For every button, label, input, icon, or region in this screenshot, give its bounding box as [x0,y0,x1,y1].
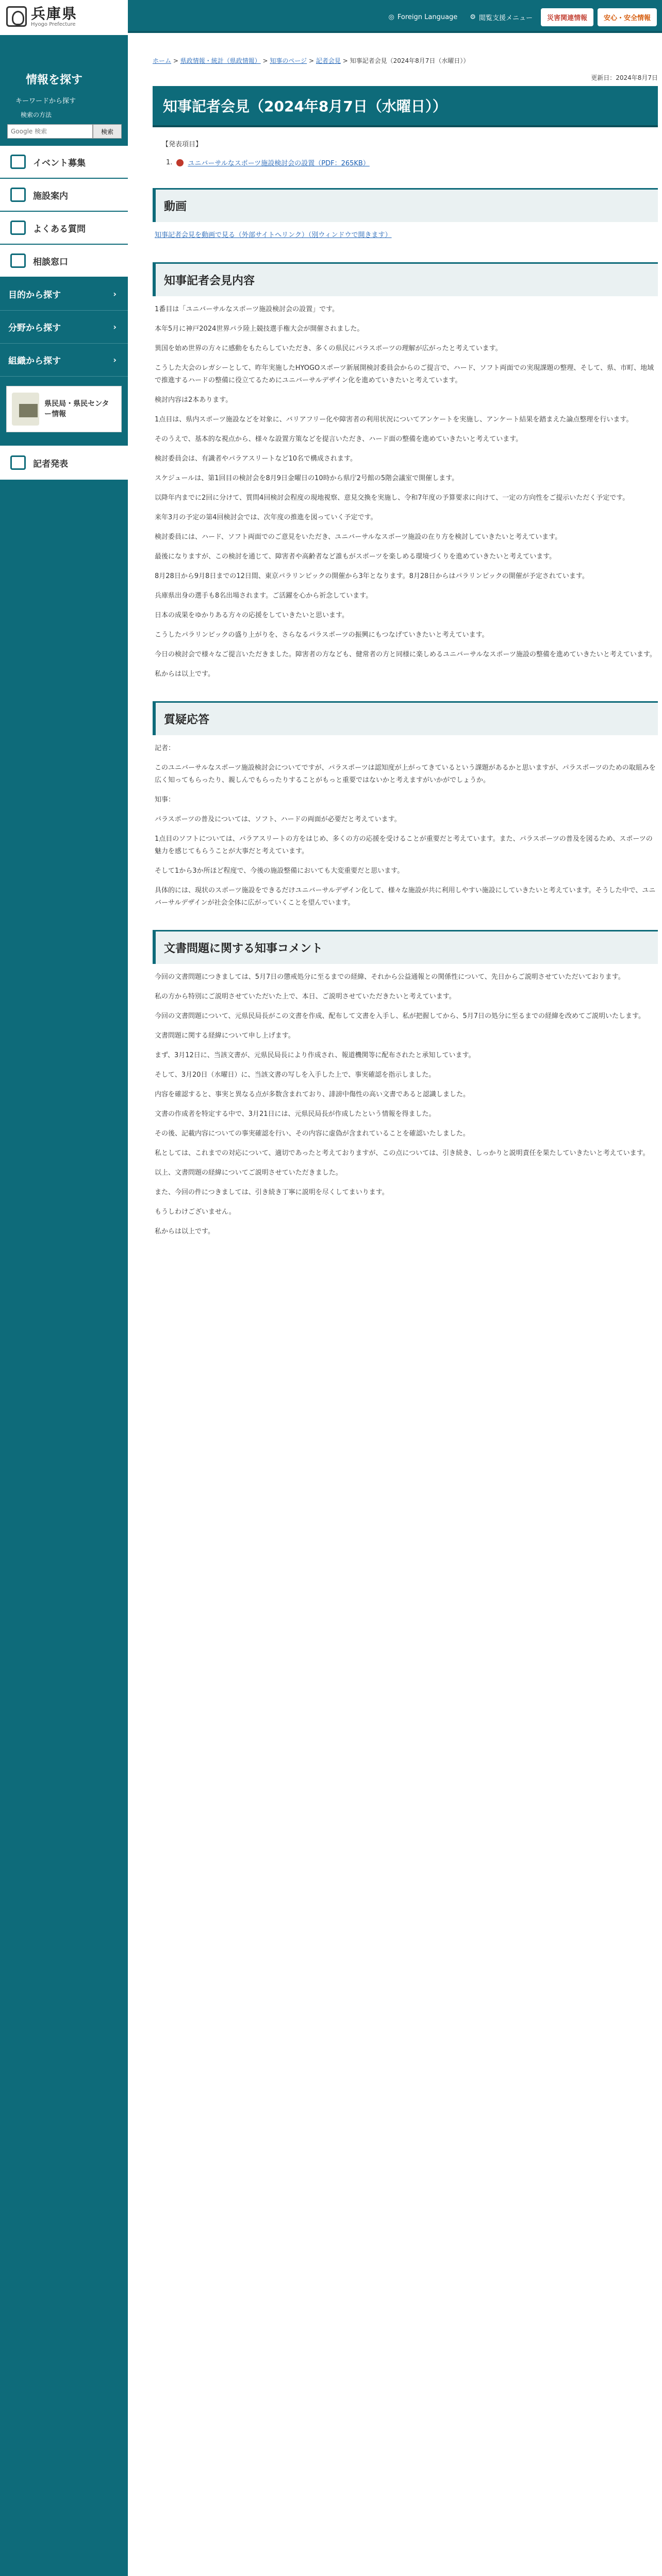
chevron-right-icon: › [113,355,117,365]
qa-heading: 質疑応答 [153,701,658,735]
paragraph: 1点目は、県内スポーツ施設などを対象に、バリアフリー化や障害者の利用状況についてアンケートを実施し、アンケート結果を踏まえた論点整理を行います。 [155,416,633,423]
video-heading: 動画 [153,188,658,222]
video-link[interactable]: 知事記者会見を動画で見る（外部サイトへリンク）（別ウィンドウで開きます） [155,231,392,239]
paragraph: 以降年内までに2回に分けて、質問4回検討会程度の現地視察、意見交換を実施し、令和7年度の予算要求に向けて、一定の方向性をご提示いただく予定です。 [155,494,630,502]
breadcrumb-home[interactable]: ホーム [153,57,172,64]
view-support-menu[interactable] [466,9,537,25]
pdf-icon [176,159,184,166]
sidebar [0,35,128,2576]
map-icon [12,393,39,426]
site-logo[interactable] [0,0,128,33]
sidebar-item-label: イベント募集 [33,158,86,168]
search-form [7,124,122,139]
announce-heading: 【発表項目】 [162,141,203,148]
paragraph: 日本の成果をゆかりある方々の応援をしていきたいと思います。 [155,612,349,619]
paragraph: 今日の検討会で様々なご提言いただきました。障害者の方なども、健常者の方と同様に楽しめるユニバーサルなスポーツ施設の整備を進めていきたいと考えています。 [155,651,656,658]
paragraph: 検討委員会は、有識者やパラアスリートなど10名で構成されます。 [155,455,357,463]
paragraph: まず、3月12日に、当該文書が、元県民局長により作成され、報道機関等に配布されたと承知しています。 [155,1052,475,1059]
sidebar-item-consultation[interactable] [0,245,128,278]
sidebar-item-events[interactable] [0,146,128,179]
sidebar-item-faq[interactable] [0,212,128,245]
sidebar-item-label: 施設案内 [33,191,68,201]
chevron-right-icon: › [113,322,117,332]
paragraph: また、今回の件につきましては、引き続き丁寧に説明を尽くしてまいります。 [155,1189,389,1196]
disaster-info-button[interactable]: 災害関連情報 [541,8,593,26]
paragraph: 私からは以上です。 [155,670,214,678]
paragraph: 1番目は「ユニバーサルなスポーツ施設検討会の設置」です。 [155,306,339,313]
foreign-language-link[interactable] [385,10,462,24]
globe-icon: ◎ [388,13,394,21]
paragraph: 8月28日から9月8日までの12日間、東京パラリンピックの開催から3年となります。8月28日からはパラリンピックの開催が予定されています。 [155,572,589,580]
breadcrumb: ホーム > 県政情報・統計（県政情報） > 知事のページ > 記者会見 > 知事記者会見（2024年8月7日（水曜日）） [153,57,470,64]
paragraph: 私の方から特別にご説明させていただいた上で、本日、ご説明させていただきたいと考えています。 [155,993,456,1001]
paragraph: 最後になりますが、この検討を通じて、障害者や高齢者など誰もがスポーツを楽しめる環境づくりを進めていきたいと考えています。 [155,553,556,561]
category-field[interactable] [0,311,128,344]
paragraph: 文書問題に関する経緯について申し上げます。 [155,1032,295,1040]
issue-heading: 文書問題に関する知事コメント [153,930,658,964]
paragraph: このユニバーサルなスポーツ施設検討会についてですが、パラスポーツは認知度が上がってきているという課題があるかと思いますが、パラスポーツのための取組みを広く知ってもらったり、親しんでもらったりすることがもっと重要ではないかと考えますがいかがでしょうか。 [155,764,656,784]
gear-icon: ⚙ [470,13,476,21]
megaphone-icon [10,455,26,470]
category-label: 組織から探す [8,356,61,366]
paragraph: 検討内容は2本あります。 [155,396,233,404]
content-heading: 知事記者会見内容 [153,262,658,296]
search-input[interactable] [7,124,93,139]
sidebar-title: 情報を探す [26,74,83,87]
search-help-link[interactable]: 検索の方法 [21,111,52,118]
hyogo-emblem-icon [6,6,27,27]
sidebar-item-label: 相談窓口 [33,257,68,267]
breadcrumb-governance[interactable]: 県政情報・統計（県政情報） [180,57,261,64]
paragraph: もうしわけございません。 [155,1208,236,1216]
paragraph: こうした大会のレガシーとして、昨年実施したHYOGOスポーツ新展開検討委員会からのご提言で、ハード、ソフト両面での実現課題の整理、そして、県、市町、地域で推進するハードの整備に役立てるためにユニバーサルデザイン化を進めていきたいと考えています。 [155,364,654,384]
paragraph: その後、記載内容についての事実確認を行い、その内容に虚偽が含まれていることを確認いたしました。 [155,1130,470,1138]
paragraph: 知事： [155,796,175,804]
paragraph: 記者： [155,744,175,752]
paragraph: 検討委員には、ハード、ソフト両面でのご意見をいただき、ユニバーサルなスポーツ施設の在り方を検討していきたいと考えています。 [155,533,562,541]
question-icon [10,221,26,235]
paragraph: 1点目のソフトについては、パラアスリートの方をはじめ、多くの方の応援を受けることが重要だと考えています。また、パラスポーツの普及を図るため、スポーツの魅力を感じてもらうことが大事だと考えています。 [155,835,653,855]
banner-label: 県民局・県民センター情報 [44,400,109,418]
paragraph: 私からは以上です。 [155,1228,214,1235]
paragraph: 具体的には、現状のスポーツ施設をできるだけユニバーサルデザイン化して、様々な施設が共に利用しやすい施設にしていきたいと考えています。そうした中で、ユニバーサルデザインが社会全体に広がっていくことを望んでいます。 [155,887,656,907]
category-label: 目的から探す [8,290,61,300]
breadcrumb-press[interactable]: 記者会見 [316,57,341,64]
site-header [0,0,662,33]
sidebar-item-label: よくある質問 [33,224,86,234]
pdf-link[interactable]: ユニバーサルなスポーツ施設検討会の設置（PDF：265KB） [188,160,370,167]
chat-icon [10,253,26,268]
paragraph: そして1から3か所ほど程度で、今後の施設整備においても大変重要だと思います。 [155,867,404,875]
paragraph: そのうえで、基本的な視点から、様々な設置方策などを提言いただき、ハード面の整備を進めていきたいと考えています。 [155,435,523,443]
paragraph: こうしたパラリンピックの盛り上がりを、さらなるパラスポーツの振興にもつなげていきたいと考えています。 [155,631,489,639]
safety-info-button[interactable]: 安心・安全情報 [598,8,657,26]
paragraph: 内容を確認すると、事実と異なる点が多数含まれており、誹謗中傷性の高い文書であると認識しました。 [155,1091,470,1098]
paragraph: 本年5月に神戸2024世界パラ陸上競技選手権大会が開催されました。 [155,325,364,333]
pdf-item-number: 1. [166,159,173,166]
paragraph: スケジュールは、第1回目の検討会を8月9日金曜日の10時から県庁2号館の5階会議室で開催します。 [155,474,459,482]
pdf-item [153,158,658,167]
sidebar-item-press[interactable] [0,446,128,480]
paragraph: 来年3月の予定の第4回検討会では、次年度の推進を図っていく予定です。 [155,514,377,521]
sidebar-item-facilities[interactable] [0,179,128,212]
paragraph: 私としては、これまでの対応について、適切であったと考えておりますが、この点については、引き続き、しっかりと説明責任を果たしていきたいと考えています。 [155,1149,650,1157]
view-support-label: 閲覧支援メニュー [478,14,533,22]
paragraph: 以上、文書問題の経緯についてご説明させていただきました。 [155,1169,342,1177]
paragraph: 文書の作成者を特定する中で、3月21日には、元県民局長が作成したという情報を得ました。 [155,1110,436,1118]
keyword-search-label: キーワードから探す [15,97,76,105]
paragraph: パラスポーツの普及については、ソフト、ハードの両面が必要だと考えています。 [155,816,401,823]
calendar-icon [10,155,26,169]
foreign-language-label: Foreign Language [397,13,458,21]
paragraph: 兵庫県出身の選手も8名出場されます。ご活躍を心から祈念しています。 [155,592,373,600]
update-date: 更新日：2024年8月7日 [591,74,658,81]
search-button[interactable]: 検索 [93,124,122,139]
paragraph: 今回の文書問題につきましては、5月7日の懲戒処分に至るまでの経緯、それから公益通報との関係性について、先日からご説明させていただいております。 [155,973,625,981]
category-purpose[interactable] [0,278,128,311]
breadcrumb-current: 知事記者会見（2024年8月7日（水曜日）） [350,57,470,64]
building-icon [10,188,26,202]
regional-center-banner[interactable] [6,386,122,432]
logo-text-jp: 兵庫県 [31,5,78,22]
category-organization[interactable] [0,344,128,377]
paragraph: 今回の文書問題について、元県民局長がこの文書を作成、配布して文書を入手し、私が把握してから、5月7日の処分に至るまでの経緯を改めてご説明いたします。 [155,1012,645,1020]
paragraph: そして、3月20日（水曜日）に、当該文書の写しを入手した上で、事実確認を指示しました。 [155,1071,436,1079]
category-label: 分野から探す [8,323,61,333]
sidebar-item-label: 記者発表 [33,459,68,469]
main-content [153,35,658,1238]
page-title: 知事記者会見（2024年8月7日（水曜日）） [153,86,658,127]
chevron-right-icon: › [113,289,117,299]
logo-text-en: Hyogo Prefecture [31,21,76,27]
breadcrumb-governor[interactable]: 知事のページ [270,57,307,64]
paragraph: 異国を始め世界の方々に感動をもたらしていただき、多くの県民にパラスポーツの理解が広がったと考えています。 [155,345,502,352]
